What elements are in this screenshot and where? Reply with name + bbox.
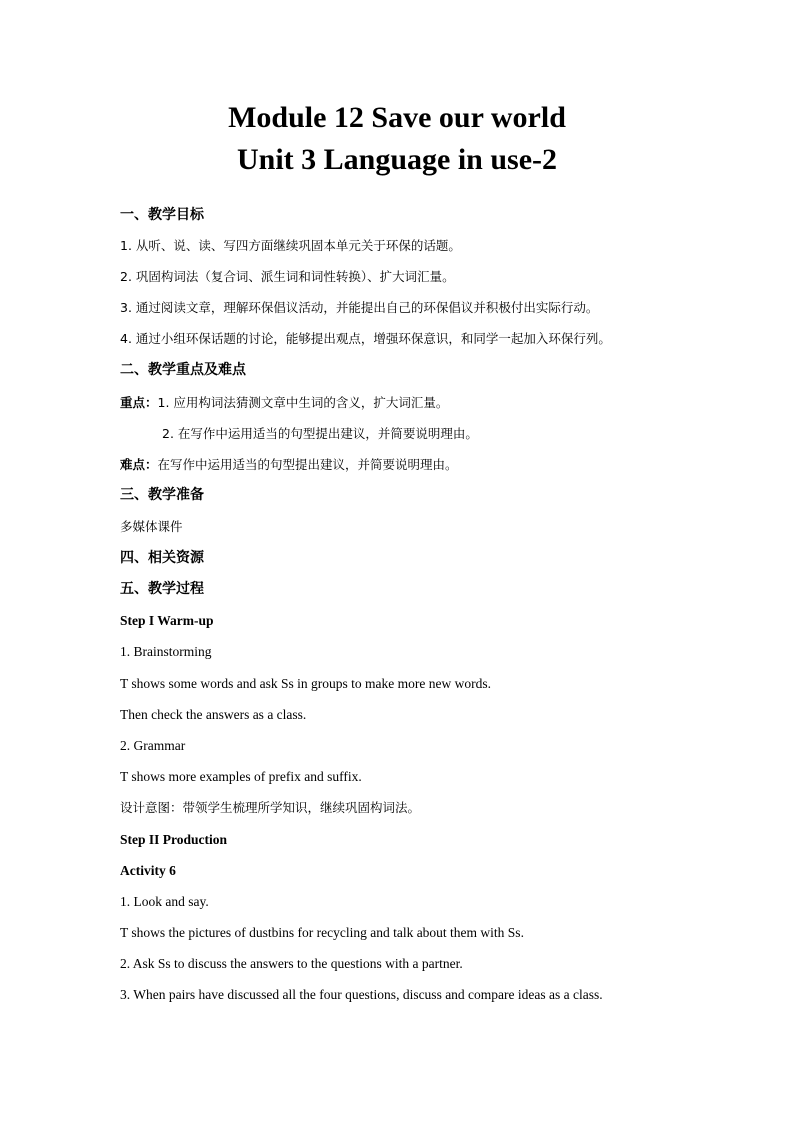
step1-line-4: 2. Grammar [120,738,186,753]
step2-line-4: 3. When pairs have discussed all the four questions, discuss and compare ideas as a class. [120,987,603,1002]
key-point-1 [120,393,448,413]
step2-line-3: 2. Ask Ss to discuss the answers to the questions with a partner. [120,956,463,971]
title-unit: Unit 3 Language in use-2 [236,143,558,176]
title-module: Module 12 Save our world [228,101,566,134]
activity6-title: Activity 6 [120,863,176,878]
step1-title: Step I Warm-up [120,613,214,628]
section5-heading: 五、教学过程 [120,581,204,597]
objective-item-4: 4. 通过小组环保话题的讨论，能够提出观点，增强环保意识，和同学一起加入环保行列。 [120,331,611,346]
section3-heading: 三、教学准备 [120,487,204,503]
step1-line-1: 1. Brainstorming [120,644,212,659]
step2-title: Step II Production [120,832,228,847]
step1-line-5: T shows more examples of prefix and suffix. [120,769,362,784]
difficulty-label: 难点： [120,457,158,472]
key-point-1-text: 1. 应用构词法猜测文章中生词的含义，扩大词汇量。 [157,395,449,410]
step1-line-3: Then check the answers as a class. [120,707,307,722]
step2-line-1: 1. Look and say. [120,894,209,909]
difficulty-point [120,455,458,475]
section2-heading: 二、教学重点及难点 [120,362,246,378]
objective-item-3: 3. 通过阅读文章，理解环保倡议活动，并能提出自己的环保倡议并积极付出实际行动。 [120,300,599,315]
step1-design-intent: 设计意图：带领学生梳理所学知识，继续巩固构词法。 [120,800,421,815]
objective-item-2: 2. 巩固构词法（复合词、派生词和词性转换）、扩大词汇量。 [120,269,455,284]
key-point-label: 重点： [120,395,158,410]
preparation-text: 多媒体课件 [120,519,183,534]
section1-heading: 一、教学目标 [120,207,204,223]
step2-line-2: T shows the pictures of dustbins for recycling and talk about them with Ss. [120,925,524,940]
objective-item-1: 1. 从听、说、读、写四方面继续巩固本单元关于环保的话题。 [120,238,461,253]
step1-line-2: T shows some words and ask Ss in groups to make more new words. [120,676,491,691]
key-point-2: 2. 在写作中运用适当的句型提出建议，并简要说明理由。 [162,426,478,441]
section4-heading: 四、相关资源 [120,550,204,566]
difficulty-text: 在写作中运用适当的句型提出建议，并简要说明理由。 [157,457,458,472]
